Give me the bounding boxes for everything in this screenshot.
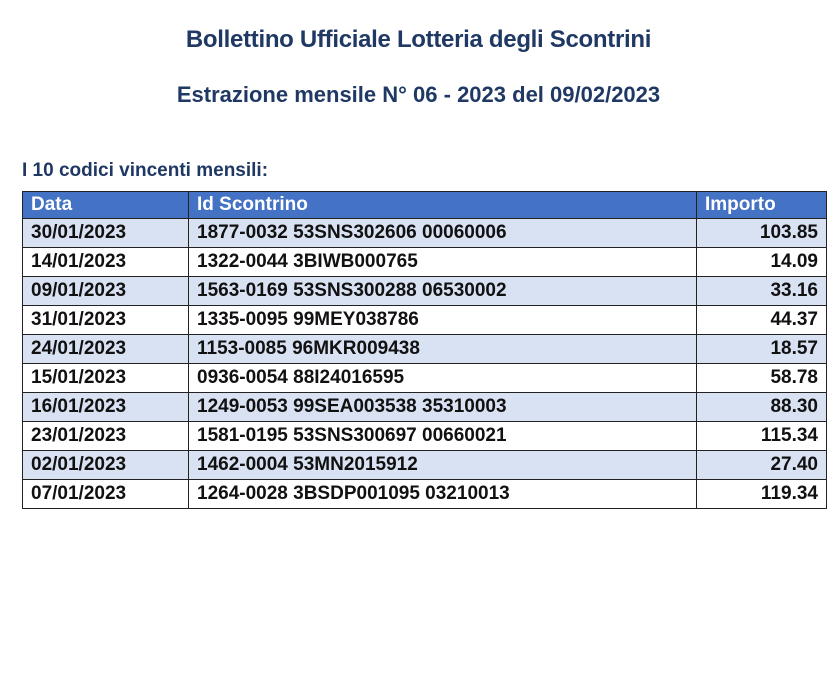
table-row xyxy=(23,451,827,480)
table-row xyxy=(23,364,827,393)
cell-date: 30/01/2023 xyxy=(23,219,189,248)
cell-date: 24/01/2023 xyxy=(23,335,189,364)
column-header-id: Id Scontrino xyxy=(189,192,697,219)
table-row xyxy=(23,306,827,335)
cell-amount: 33.16 xyxy=(697,277,827,306)
cell-date: 23/01/2023 xyxy=(23,422,189,451)
table-row xyxy=(23,277,827,306)
winning-codes-table xyxy=(22,191,827,509)
page-subtitle: Estrazione mensile N° 06 - 2023 del 09/02/2023 xyxy=(176,82,661,107)
cell-id: 1335-0095 99MEY038786 xyxy=(189,306,697,335)
cell-id: 1877-0032 53SNS302606 00060006 xyxy=(189,219,697,248)
cell-date: 02/01/2023 xyxy=(23,451,189,480)
cell-amount: 14.09 xyxy=(697,248,827,277)
table-row xyxy=(23,335,827,364)
cell-date: 09/01/2023 xyxy=(23,277,189,306)
cell-amount: 58.78 xyxy=(697,364,827,393)
table-row xyxy=(23,422,827,451)
cell-amount: 103.85 xyxy=(697,219,827,248)
cell-date: 31/01/2023 xyxy=(23,306,189,335)
cell-id: 1153-0085 96MKR009438 xyxy=(189,335,697,364)
cell-date: 14/01/2023 xyxy=(23,248,189,277)
column-header-amount: Importo xyxy=(697,192,827,219)
cell-date: 07/01/2023 xyxy=(23,480,189,509)
cell-date: 16/01/2023 xyxy=(23,393,189,422)
cell-amount: 115.34 xyxy=(697,422,827,451)
cell-amount: 44.37 xyxy=(697,306,827,335)
cell-id: 1249-0053 99SEA003538 35310003 xyxy=(189,393,697,422)
cell-date: 15/01/2023 xyxy=(23,364,189,393)
cell-amount: 119.34 xyxy=(697,480,827,509)
page-title: Bollettino Ufficiale Lotteria degli Scontrini xyxy=(185,26,652,53)
cell-id: 1581-0195 53SNS300697 00660021 xyxy=(189,422,697,451)
cell-amount: 88.30 xyxy=(697,393,827,422)
cell-amount: 18.57 xyxy=(697,335,827,364)
cell-id: 1563-0169 53SNS300288 06530002 xyxy=(189,277,697,306)
cell-id: 1264-0028 3BSDP001095 03210013 xyxy=(189,480,697,509)
table-row xyxy=(23,393,827,422)
cell-id: 0936-0054 88I24016595 xyxy=(189,364,697,393)
section-label: I 10 codici vincenti mensili: xyxy=(22,160,269,181)
cell-amount: 27.40 xyxy=(697,451,827,480)
table-row xyxy=(23,480,827,509)
cell-id: 1462-0004 53MN2015912 xyxy=(189,451,697,480)
cell-id: 1322-0044 3BIWB000765 xyxy=(189,248,697,277)
column-header-date: Data xyxy=(23,192,189,219)
table-row xyxy=(23,219,827,248)
table-header-row xyxy=(23,192,827,219)
table-row xyxy=(23,248,827,277)
